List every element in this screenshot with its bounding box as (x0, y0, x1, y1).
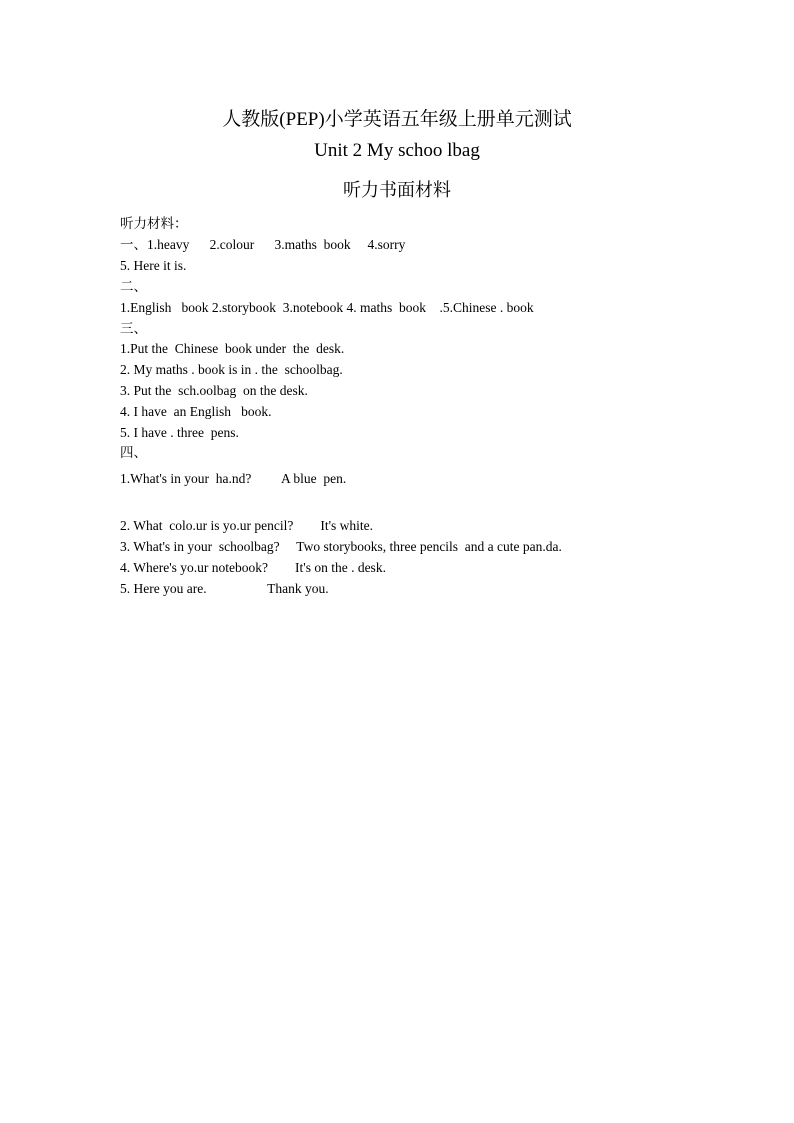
part3-item: 5. I have . three pens. (120, 425, 239, 440)
part3-item: 2. My maths . book is in . the schoolbag. (120, 362, 343, 377)
part4-item: 2. What colo.ur is yo.ur pencil? It's white. (120, 518, 374, 533)
part4-item: 3. What's in your schoolbag? Two storybooks, three pencils and a cute pan.da. (120, 539, 562, 554)
part2-heading: 二、 (120, 279, 147, 294)
part3-item: 4. I have an English book. (120, 404, 272, 419)
section-label: 听力材料： (120, 216, 188, 231)
part3-heading: 三、 (120, 321, 147, 336)
part3-item: 1.Put the Chinese book under the desk. (120, 341, 345, 356)
unit-title: Unit 2 My schoo lbag (314, 140, 480, 161)
part1-line1: 一、1.heavy 2.colour 3.maths book 4.sorry (120, 237, 406, 252)
part3-item: 3. Put the sch.oolbag on the desk. (120, 383, 308, 398)
part4-item: 4. Where's yo.ur notebook? It's on the . desk. (120, 560, 386, 575)
part2-line1: 1.English book 2.storybook 3.notebook 4. maths book .5.Chinese . book (120, 300, 534, 315)
part4-heading: 四、 (120, 445, 147, 460)
document-title: 人教版(PEP)小学英语五年级上册单元测试 (222, 109, 572, 130)
part4-item: 1.What's in your ha.nd? A blue pen. (120, 471, 347, 486)
document-subtitle: 听力书面材料 (343, 180, 451, 200)
part1-line2: 5. Here it is. (120, 258, 187, 273)
part4-item: 5. Here you are. Thank you. (120, 581, 329, 596)
